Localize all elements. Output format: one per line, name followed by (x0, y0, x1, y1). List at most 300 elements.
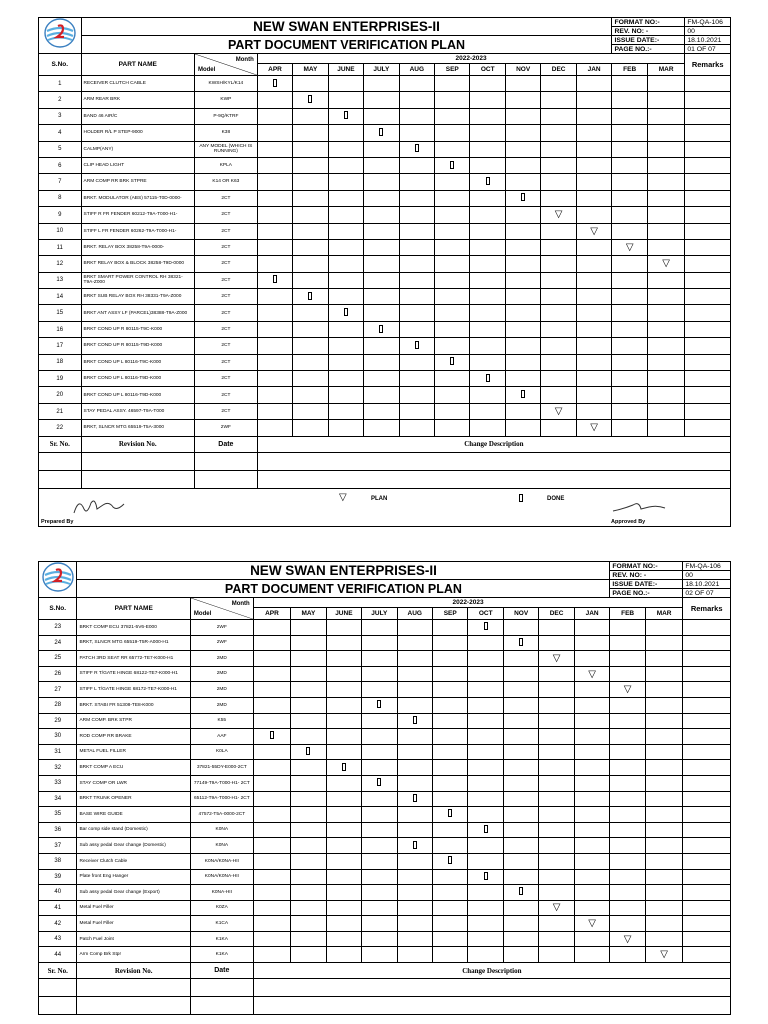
done-marker-icon (521, 390, 525, 398)
month-cell (397, 682, 432, 698)
row-model: 77149-T9A-T000-H1- 2CT (190, 775, 253, 791)
month-cell (541, 354, 576, 370)
month-cell (576, 272, 612, 288)
table-row (39, 289, 731, 305)
month-cell (645, 760, 682, 776)
month-cell (257, 387, 292, 403)
row-part-name: RECEIVER CLUTCH CABLE (81, 76, 194, 92)
month-cell (291, 931, 326, 947)
row-remarks (685, 141, 731, 157)
month-cell (470, 174, 505, 190)
table-row (39, 885, 731, 901)
month-cell (612, 207, 647, 223)
month-cell (505, 272, 540, 288)
month-cell (610, 869, 645, 885)
row-remarks (683, 697, 731, 713)
rev-date-header: Date (190, 963, 253, 979)
row-remarks (683, 651, 731, 667)
month-cell (610, 620, 645, 636)
month-cell (610, 931, 645, 947)
month-cell (433, 666, 468, 682)
month-cell (257, 354, 292, 370)
month-cell (468, 775, 503, 791)
month-cell (539, 635, 574, 651)
col-part-name-header: PART NAME (77, 598, 190, 620)
month-cell (399, 403, 434, 419)
month-cell (574, 744, 610, 760)
month-cell (435, 289, 470, 305)
month-cell (253, 869, 290, 885)
month-cell (505, 239, 540, 255)
month-cell (362, 697, 397, 713)
month-cell (645, 900, 682, 916)
month-cell (574, 822, 610, 838)
month-cell (645, 775, 682, 791)
month-cell (576, 420, 612, 436)
month-cell (539, 697, 574, 713)
month-cell (541, 141, 576, 157)
month-header-feb: FEB (610, 608, 645, 620)
month-cell (328, 305, 363, 321)
month-header-dec: DEC (541, 64, 576, 76)
month-cell (253, 635, 290, 651)
month-header-june: JUNE (328, 64, 363, 76)
row-model: 2CT (194, 289, 257, 305)
month-label: Month (235, 57, 254, 63)
month-cell (362, 713, 397, 729)
month-cell (645, 635, 682, 651)
month-cell (645, 869, 682, 885)
month-cell (253, 744, 290, 760)
row-model: 2MD (190, 666, 253, 682)
row-part-name: ARM COMP. BRK STPR (77, 713, 190, 729)
row-remarks (683, 916, 731, 932)
month-cell (612, 305, 647, 321)
row-model: 2CT (194, 239, 257, 255)
revision-row (39, 979, 731, 997)
month-cell (291, 775, 326, 791)
month-cell (539, 744, 574, 760)
done-marker-icon (519, 887, 523, 895)
row-part-name: STIFF L T/GATE HINGE 68172-TE7-K000-H1 (77, 682, 190, 698)
approved-by-label: Approved By (611, 518, 646, 525)
month-cell (576, 338, 612, 354)
month-header-nov: NOV (505, 64, 540, 76)
month-cell (328, 420, 363, 436)
month-cell (293, 92, 328, 108)
row-model: K0NA-HII (190, 885, 253, 901)
row-part-name: BRKT. STABI FR 51308-TE8-K000 (77, 697, 190, 713)
month-cell (576, 289, 612, 305)
month-cell (433, 760, 468, 776)
month-cell (574, 900, 610, 916)
month-cell (364, 321, 399, 337)
done-marker-icon (450, 357, 454, 365)
month-cell (328, 321, 363, 337)
month-cell (468, 931, 503, 947)
month-cell (541, 207, 576, 223)
month-cell (468, 744, 503, 760)
month-cell (505, 174, 540, 190)
done-marker-icon (415, 144, 419, 152)
month-cell (574, 666, 610, 682)
month-cell (576, 239, 612, 255)
month-cell (647, 305, 684, 321)
month-cell (397, 838, 432, 854)
issue-date-label: ISSUE DATE:- (610, 580, 683, 589)
rev-no-label: REV. NO: - (612, 27, 685, 36)
month-cell (364, 92, 399, 108)
month-cell (470, 92, 505, 108)
table-row (39, 697, 731, 713)
month-cell (435, 403, 470, 419)
month-cell (257, 207, 292, 223)
issue-date-value: 18.10.2021 (683, 580, 731, 589)
row-model: K38 (194, 125, 257, 141)
month-cell (362, 666, 397, 682)
month-cell (257, 141, 292, 157)
col-model-month-header (194, 54, 257, 76)
month-cell (362, 916, 397, 932)
done-marker-icon (379, 128, 383, 136)
month-cell (399, 190, 434, 206)
month-cell (326, 651, 361, 667)
month-cell (610, 635, 645, 651)
month-cell (539, 869, 574, 885)
month-cell (291, 744, 326, 760)
row-part-name: Metal Fuel Filler (77, 900, 190, 916)
row-model: 2MD (190, 651, 253, 667)
month-cell (470, 371, 505, 387)
month-cell (539, 853, 574, 869)
table-row (39, 791, 731, 807)
done-marker-icon (484, 872, 488, 880)
plan-triangle-icon: ▽ (623, 933, 632, 945)
row-model: KWSH/KYL/K14 (194, 76, 257, 92)
rev-sr-no-header: Sr. No. (39, 436, 82, 452)
month-cell (468, 947, 503, 963)
month-cell (257, 76, 292, 92)
month-cell (541, 371, 576, 387)
plan-triangle-icon: ▽ (623, 684, 632, 696)
month-cell (612, 223, 647, 239)
row-model: P-9Q/KTRF (194, 108, 257, 124)
row-part-name: CLIP HEAD LIGHT (81, 157, 194, 173)
table-row (39, 666, 731, 682)
row-part-name: Patch Fuel Joint (77, 931, 190, 947)
month-cell (541, 76, 576, 92)
month-cell (433, 869, 468, 885)
month-cell (574, 869, 610, 885)
month-cell (468, 900, 503, 916)
col-sno-header: S.No. (39, 598, 77, 620)
row-part-name: BRKT, SLNCR MTG 65519-T5R-A000-H1 (77, 635, 190, 651)
row-remarks (683, 807, 731, 823)
month-cell (576, 256, 612, 272)
month-header-mar: MAR (647, 64, 684, 76)
table-row (39, 239, 731, 255)
month-cell (364, 354, 399, 370)
month-cell (362, 791, 397, 807)
month-cell (468, 838, 503, 854)
row-part-name: BRKT SUB RELAY BOX RH 38331-T9A-Z000 (81, 289, 194, 305)
row-remarks (685, 157, 731, 173)
month-cell (610, 744, 645, 760)
month-cell (364, 141, 399, 157)
month-cell (503, 744, 538, 760)
month-cell (612, 108, 647, 124)
month-cell (470, 207, 505, 223)
month-cell (257, 92, 292, 108)
done-marker-icon (344, 111, 348, 119)
month-cell (364, 223, 399, 239)
row-sno: 32 (39, 760, 77, 776)
month-cell (397, 900, 432, 916)
month-cell (253, 697, 290, 713)
month-cell (503, 651, 538, 667)
month-cell (362, 822, 397, 838)
row-model: 2WF (190, 635, 253, 651)
month-cell (328, 174, 363, 190)
done-marker-icon (377, 700, 381, 708)
legend-done-marker-icon (519, 494, 523, 502)
month-cell (253, 947, 290, 963)
table-row (39, 620, 731, 636)
month-cell (470, 387, 505, 403)
page-no-label: PAGE NO.:- (610, 589, 683, 598)
row-remarks (685, 338, 731, 354)
rev-no-value: 00 (685, 27, 731, 36)
row-model: K1KA (190, 931, 253, 947)
month-cell (364, 108, 399, 124)
month-cell (468, 713, 503, 729)
month-cell (397, 791, 432, 807)
month-cell (612, 239, 647, 255)
month-cell (399, 272, 434, 288)
month-cell (397, 666, 432, 682)
month-cell (399, 338, 434, 354)
row-sno: 2 (39, 92, 82, 108)
month-cell (610, 651, 645, 667)
row-model: 2CT (194, 403, 257, 419)
month-cell (647, 207, 684, 223)
month-cell (503, 838, 538, 854)
month-cell (539, 822, 574, 838)
month-cell (470, 141, 505, 157)
month-cell (470, 157, 505, 173)
month-cell (647, 76, 684, 92)
month-cell (470, 420, 505, 436)
table-row (39, 256, 731, 272)
month-cell (293, 141, 328, 157)
month-cell (468, 666, 503, 682)
row-sno: 38 (39, 853, 77, 869)
month-cell (435, 371, 470, 387)
month-cell (293, 190, 328, 206)
month-cell (293, 157, 328, 173)
month-cell (362, 760, 397, 776)
row-remarks (683, 713, 731, 729)
row-part-name: BRKT RELAY BOX & BLOCK 38258-T9D-0000 (81, 256, 194, 272)
row-model: 2WF (194, 420, 257, 436)
month-cell (645, 682, 682, 698)
rev-sr-no-header: Sr. No. (39, 963, 77, 979)
row-sno: 20 (39, 387, 82, 403)
month-cell (539, 760, 574, 776)
month-cell (326, 666, 361, 682)
table-row (39, 207, 731, 223)
row-part-name: BASE WIRE GUIDE (77, 807, 190, 823)
month-cell (576, 403, 612, 419)
month-header-apr: APR (257, 64, 292, 76)
plan-triangle-icon: ▽ (662, 258, 670, 270)
month-cell (326, 807, 361, 823)
month-cell (291, 791, 326, 807)
month-cell (541, 420, 576, 436)
month-cell (612, 338, 647, 354)
month-cell (574, 807, 610, 823)
done-marker-icon (521, 193, 525, 201)
row-part-name: Receiver Clutch Cable (77, 853, 190, 869)
month-cell (257, 371, 292, 387)
table-row (39, 108, 731, 124)
table-row (39, 775, 731, 791)
month-cell (399, 305, 434, 321)
plan-triangle-icon: ▽ (590, 225, 598, 237)
row-model: K0LA (190, 744, 253, 760)
month-cell (574, 853, 610, 869)
month-cell (610, 853, 645, 869)
month-cell (328, 141, 363, 157)
month-cell (433, 744, 468, 760)
month-cell (541, 92, 576, 108)
month-cell (576, 125, 612, 141)
done-marker-icon (413, 841, 417, 849)
rev-no-value: 00 (683, 571, 731, 580)
month-cell (433, 822, 468, 838)
month-header-sep: SEP (435, 64, 470, 76)
revision-row (39, 452, 731, 470)
row-part-name: STAY PEDAL ASSY. 46597-T9A-T000 (81, 403, 194, 419)
month-cell (397, 885, 432, 901)
company-logo (39, 18, 82, 54)
month-cell (612, 321, 647, 337)
month-cell (326, 931, 361, 947)
done-marker-icon (413, 716, 417, 724)
month-cell (574, 931, 610, 947)
month-cell (610, 947, 645, 963)
row-sno: 29 (39, 713, 77, 729)
month-cell (574, 760, 610, 776)
month-cell (257, 321, 292, 337)
row-sno: 30 (39, 729, 77, 745)
row-part-name: Sub assy pedal Gear change (Export) (77, 885, 190, 901)
row-sno: 4 (39, 125, 82, 141)
prepared-signature (69, 495, 129, 517)
row-part-name: Bar comp side stand (Domestic) (77, 822, 190, 838)
month-cell (612, 289, 647, 305)
row-remarks (685, 239, 731, 255)
period-header: 2022-2023 (257, 54, 685, 64)
month-cell (291, 651, 326, 667)
month-cell (293, 174, 328, 190)
month-cell (468, 869, 503, 885)
month-cell (257, 272, 292, 288)
month-cell (433, 729, 468, 745)
plan-triangle-icon: ▽ (588, 668, 596, 680)
month-cell (291, 822, 326, 838)
month-cell (399, 108, 434, 124)
done-marker-icon (519, 638, 523, 646)
month-cell (328, 272, 363, 288)
month-cell (468, 697, 503, 713)
done-marker-icon (450, 161, 454, 169)
month-cell (433, 635, 468, 651)
month-cell (539, 885, 574, 901)
done-marker-icon (273, 79, 277, 87)
month-cell (505, 371, 540, 387)
month-cell (433, 900, 468, 916)
month-header-june: JUNE (326, 608, 361, 620)
plan-triangle-icon: ▽ (554, 406, 563, 417)
month-cell (326, 916, 361, 932)
month-cell (435, 321, 470, 337)
table-row (39, 92, 731, 108)
table-row (39, 853, 731, 869)
month-cell (291, 697, 326, 713)
month-cell (647, 338, 684, 354)
month-cell (326, 697, 361, 713)
plan-triangle-icon: ▽ (552, 902, 561, 914)
row-sno: 23 (39, 620, 77, 636)
row-part-name: BRKT COND UP R 80115-T9C-K000 (81, 321, 194, 337)
row-remarks (683, 775, 731, 791)
done-marker-icon (273, 275, 277, 283)
row-sno: 42 (39, 916, 77, 932)
legend-done-label: DONE (547, 495, 565, 502)
company-name: NEW SWAN ENTERPRISES-II (77, 562, 610, 580)
month-cell (612, 403, 647, 419)
month-cell (291, 666, 326, 682)
month-cell (433, 807, 468, 823)
month-cell (433, 853, 468, 869)
page-no-label: PAGE NO.:- (612, 45, 685, 54)
row-model: 47572-T5A-0000-2CT (190, 807, 253, 823)
row-model: 2CT (194, 272, 257, 288)
month-cell (503, 713, 538, 729)
month-cell (328, 403, 363, 419)
row-remarks (685, 272, 731, 288)
row-sno: 21 (39, 403, 82, 419)
row-remarks (685, 354, 731, 370)
row-sno: 36 (39, 822, 77, 838)
month-cell (612, 92, 647, 108)
month-cell (362, 931, 397, 947)
month-cell (647, 125, 684, 141)
month-cell (503, 822, 538, 838)
month-cell (505, 354, 540, 370)
col-model-month-header (190, 598, 253, 620)
month-cell (326, 760, 361, 776)
month-cell (433, 620, 468, 636)
row-part-name: BRKT COND UP R 80115-T9D-K000 (81, 338, 194, 354)
month-cell (435, 354, 470, 370)
row-part-name: ARM REAR BRK (81, 92, 194, 108)
month-cell (328, 223, 363, 239)
month-cell (257, 420, 292, 436)
month-header-oct: OCT (470, 64, 505, 76)
row-sno: 1 (39, 76, 82, 92)
